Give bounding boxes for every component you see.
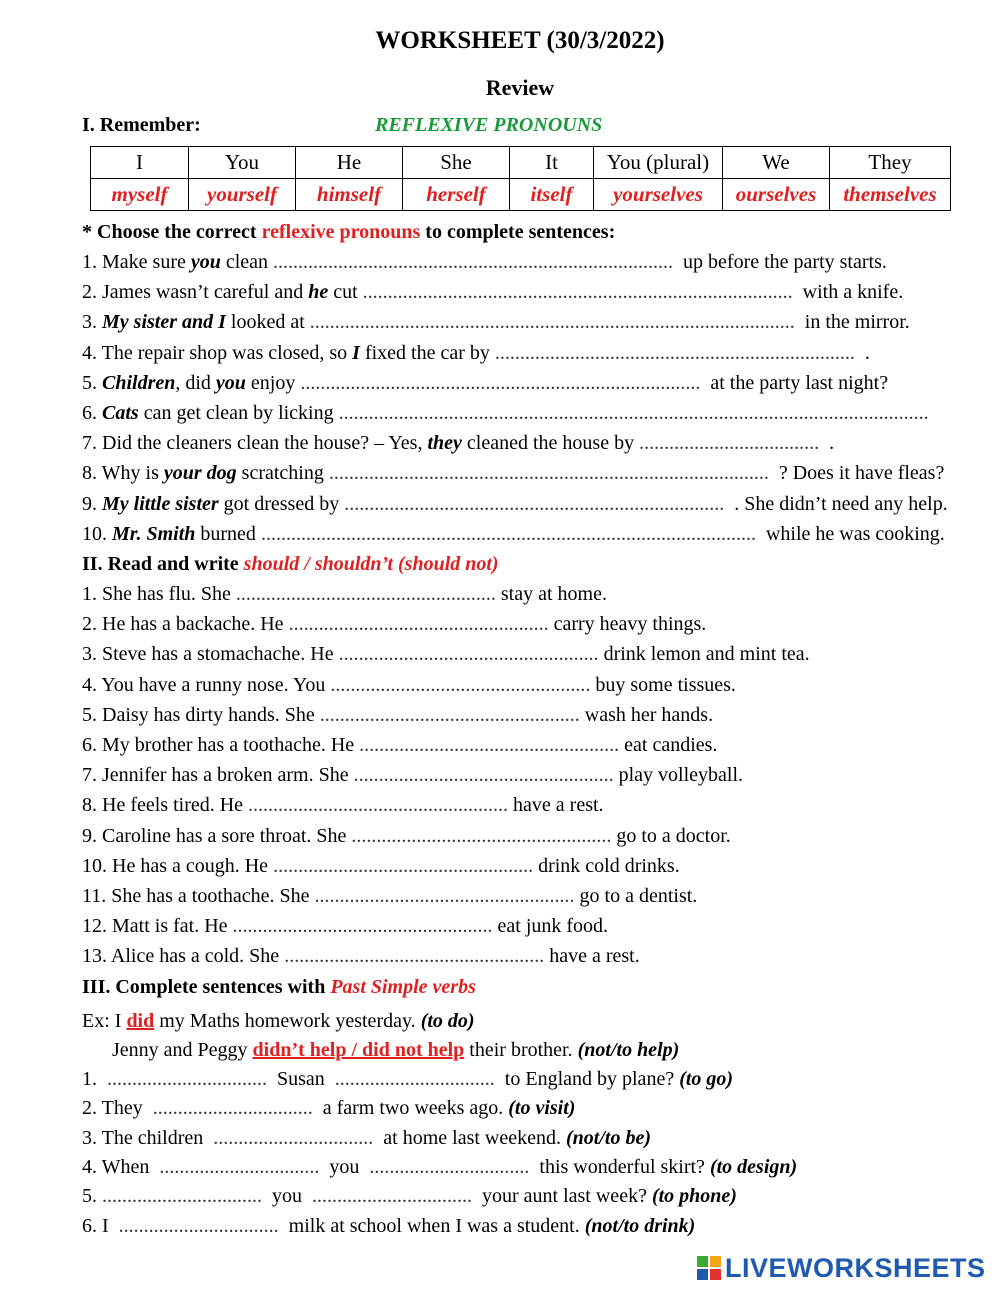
sentence-text: stay at home. xyxy=(500,583,607,605)
past-simple-question xyxy=(82,1215,695,1238)
sentence-text: 2. They xyxy=(82,1097,153,1120)
should-question xyxy=(82,643,810,666)
pronoun-reflexive-cell: herself xyxy=(403,179,510,211)
sentence-text: 11. She has a toothache. She xyxy=(82,885,310,907)
sentence-text: 7. Jennifer has a broken arm. She xyxy=(82,764,349,787)
sentence-text: can get clean by licking xyxy=(138,402,339,424)
should-question xyxy=(82,825,731,848)
emphasis-text: they xyxy=(427,432,462,455)
answer-blank[interactable]: ............................................................................ xyxy=(344,492,725,515)
sentence-text: while he was cooking. xyxy=(755,522,945,545)
answer-blank[interactable]: ........................................................................................ xyxy=(328,462,769,485)
emphasis-text: My little sister xyxy=(102,492,219,515)
answer-blank[interactable]: .................................................... xyxy=(330,673,591,696)
sentence-text: milk at school when I was a student. xyxy=(278,1214,585,1237)
sentence-text: 10. He has a cough. He xyxy=(82,854,269,877)
sentence-text: cut xyxy=(328,281,363,304)
emphasis-text: (to phone) xyxy=(651,1185,737,1208)
answer-blank[interactable]: ................................................................................................... xyxy=(260,522,756,545)
sentence-text: 9. Caroline has a sore throat. She xyxy=(82,824,347,847)
section3-heading: III. Complete sentences with Past Simple verbs xyxy=(82,976,476,998)
sentence-text: in the mirror. xyxy=(794,311,910,334)
sentence-text: with a knife. xyxy=(792,281,904,304)
emphasis-text: he xyxy=(308,281,329,304)
answer-blank[interactable]: ................................ xyxy=(213,1126,374,1149)
sentence-text: Ex: I xyxy=(82,1010,127,1032)
answer-blank[interactable]: .................................................... xyxy=(353,764,614,787)
reflexive-question xyxy=(82,251,887,274)
sentence-text: 1. xyxy=(82,1068,107,1090)
sentence-text: 8. Why is xyxy=(82,462,164,485)
pronoun-reflexive-cell: yourself xyxy=(189,179,296,211)
example-answer: did xyxy=(126,1010,155,1032)
answer-blank[interactable]: .................................................... xyxy=(232,915,493,938)
sentence-text: Jenny and Peggy xyxy=(82,1039,253,1061)
answer-blank[interactable]: ................................ xyxy=(118,1214,279,1237)
sentence-text: 1. Make sure xyxy=(82,251,191,273)
example-answer: didn’t help / did not help xyxy=(252,1039,465,1061)
emphasis-text: (to design) xyxy=(709,1155,798,1178)
sentence-text: buy some tissues. xyxy=(595,673,736,696)
sentence-text: 6. I xyxy=(82,1214,119,1237)
emphasis-text: (to go) xyxy=(679,1068,734,1090)
answer-blank[interactable]: .................................................... xyxy=(273,854,534,877)
emphasis-text: (not/to drink) xyxy=(584,1214,696,1237)
logo-text: LIVEWORKSHEETS xyxy=(725,1252,986,1283)
pronoun-subject-row xyxy=(91,147,951,179)
sentence-text: 10. xyxy=(82,522,112,545)
reflexive-question xyxy=(82,462,944,485)
answer-blank[interactable]: .................................................... xyxy=(359,734,620,756)
answer-blank[interactable]: .................................................... xyxy=(319,703,580,726)
sentence-text: 5. xyxy=(82,371,102,394)
reflexive-question xyxy=(82,523,945,546)
pronoun-subject-cell: You (plural) xyxy=(594,147,723,179)
sentence-text: 12. Matt is fat. He xyxy=(82,915,228,938)
reflexive-question xyxy=(82,493,948,516)
sentence-text: carry heavy things. xyxy=(553,613,707,636)
answer-blank[interactable]: .................................................... xyxy=(338,643,599,666)
sentence-text: Susan xyxy=(267,1068,335,1090)
pronoun-subject-cell: They xyxy=(830,147,951,179)
sentence-text: , did xyxy=(175,371,216,394)
emphasis-text: (not/to help) xyxy=(577,1039,680,1061)
emphasis-text: (to do) xyxy=(420,1010,475,1032)
should-question xyxy=(82,583,607,606)
answer-blank[interactable]: .................................................... xyxy=(314,885,575,907)
pronoun-reflexive-cell: myself xyxy=(91,179,189,211)
sentence-text: . xyxy=(854,341,870,364)
sentence-text: drink cold drinks. xyxy=(538,854,680,877)
sentence-text: eat candies. xyxy=(624,734,718,756)
answer-blank[interactable]: ................................................................................ xyxy=(273,251,674,273)
pronoun-subject-cell: We xyxy=(723,147,830,179)
reflexive-question xyxy=(82,372,888,395)
liveworksheets-logo xyxy=(697,1254,986,1282)
example-sentence xyxy=(82,1039,679,1062)
sentence-text: at home last weekend. xyxy=(373,1126,566,1149)
pronoun-subject-cell: It xyxy=(510,147,594,179)
sentence-text: scratching xyxy=(236,462,329,485)
past-simple-question xyxy=(82,1185,737,1208)
answer-blank[interactable]: .................................................... xyxy=(288,613,549,636)
section2-heading: II. Read and write should / shouldn’t (should not) xyxy=(82,553,499,575)
sentence-text: your aunt last week? xyxy=(472,1185,652,1208)
sentence-text: my Maths homework yesterday. xyxy=(154,1010,421,1032)
should-question xyxy=(82,704,713,727)
sentence-text: eat junk food. xyxy=(497,915,609,938)
sentence-text: 6. xyxy=(82,402,102,424)
answer-blank[interactable]: ................................................................................ xyxy=(300,371,701,394)
answer-blank[interactable]: ................................ xyxy=(152,1097,313,1120)
should-question xyxy=(82,734,717,757)
pronoun-subject-cell: You xyxy=(189,147,296,179)
emphasis-text: My sister and I xyxy=(102,311,226,334)
pronoun-reflexive-row xyxy=(91,179,951,211)
sentence-text: 6. My brother has a toothache. He xyxy=(82,734,355,756)
should-question xyxy=(82,855,680,878)
should-question xyxy=(82,764,743,787)
sentence-text: up before the party starts. xyxy=(673,251,887,273)
sentence-text: 1. She has flu. She xyxy=(82,583,231,605)
emphasis-text: Cats xyxy=(102,402,139,424)
sentence-text: . xyxy=(819,432,835,455)
should-question xyxy=(82,945,640,968)
sentence-text: enjoy xyxy=(245,371,301,394)
answer-blank[interactable]: ........................................................................ xyxy=(494,341,855,364)
section1-topic: REFLEXIVE PRONOUNS xyxy=(375,114,603,136)
answer-blank[interactable]: .................................................... xyxy=(284,945,545,968)
should-question xyxy=(82,674,736,697)
answer-blank[interactable]: ................................ xyxy=(159,1155,320,1178)
pronoun-reflexive-cell: himself xyxy=(296,179,403,211)
answer-blank[interactable]: .................................................... xyxy=(235,583,496,605)
sentence-text: 3. xyxy=(82,311,102,334)
past-simple-question xyxy=(82,1127,651,1150)
reflexive-question xyxy=(82,402,929,425)
pronoun-reflexive-cell: itself xyxy=(510,179,594,211)
should-question xyxy=(82,794,604,817)
answer-blank[interactable]: ...................................................................................... xyxy=(362,281,793,304)
reflexive-question xyxy=(82,342,870,365)
emphasis-text: you xyxy=(190,251,221,273)
sentence-text: this wonderful skirt? xyxy=(529,1155,710,1178)
sentence-text: . She didn’t need any help. xyxy=(724,492,948,515)
answer-blank[interactable]: .................................... xyxy=(639,432,820,455)
pronoun-subject-cell: She xyxy=(403,147,510,179)
answer-blank[interactable]: ................................................................................................. xyxy=(309,311,795,334)
answer-blank[interactable]: .................................................... xyxy=(351,824,612,847)
sentence-text: have a rest. xyxy=(513,794,604,817)
pronoun-subject-cell: He xyxy=(296,147,403,179)
pronoun-subject-cell: I xyxy=(91,147,189,179)
should-question xyxy=(82,885,697,908)
sentence-text: 5. Daisy has dirty hands. She xyxy=(82,703,315,726)
pronoun-reflexive-cell: themselves xyxy=(830,179,951,211)
sentence-text: fixed the car by xyxy=(359,341,495,364)
answer-blank[interactable]: ................................ xyxy=(102,1185,262,1208)
sentence-text: 8. He feels tired. He xyxy=(82,794,244,817)
sentence-text: 3. The children xyxy=(82,1126,214,1149)
answer-blank[interactable]: ................................ xyxy=(312,1185,472,1208)
sentence-text: 2. James wasn’t careful and xyxy=(82,281,309,304)
past-simple-question xyxy=(82,1156,797,1179)
answer-blank[interactable]: ................................ xyxy=(369,1155,530,1178)
answer-blank[interactable]: .................................................... xyxy=(248,794,509,817)
sentence-text: 5. xyxy=(82,1185,102,1208)
sentence-text: wash her hands. xyxy=(584,703,714,726)
emphasis-text: you xyxy=(215,371,246,394)
sentence-text: clean xyxy=(220,251,274,273)
sentence-text: to England by plane? xyxy=(494,1068,680,1090)
sentence-text: 13. Alice has a cold. She xyxy=(82,945,280,968)
should-question xyxy=(82,613,706,636)
sentence-text: burned xyxy=(195,522,261,545)
answer-blank[interactable]: ...................................................................................................................... xyxy=(338,402,929,424)
logo-blocks-icon xyxy=(697,1256,721,1280)
sentence-text: drink lemon and mint tea. xyxy=(603,643,810,666)
past-simple-question xyxy=(82,1097,575,1120)
pronoun-table xyxy=(90,146,951,211)
sentence-text: 2. He has a backache. He xyxy=(82,613,284,636)
sentence-text: have a rest. xyxy=(549,945,640,968)
pronoun-reflexive-cell: yourselves xyxy=(594,179,723,211)
sentence-text: a farm two weeks ago. xyxy=(312,1097,509,1120)
sentence-text: 9. xyxy=(82,492,102,515)
sentence-text: go to a doctor. xyxy=(616,824,731,847)
sentence-text: ? Does it have fleas? xyxy=(768,462,945,485)
emphasis-text: Mr. Smith xyxy=(112,522,196,545)
answer-blank[interactable]: ................................ xyxy=(334,1068,495,1090)
sentence-text: looked at xyxy=(225,311,310,334)
reflexive-question xyxy=(82,311,910,334)
section1-instruction: * Choose the correct reflexive pronouns to complete sentences: xyxy=(82,221,616,243)
emphasis-text: (to visit) xyxy=(508,1097,576,1120)
section1-heading: I. Remember: xyxy=(82,114,201,136)
example-sentence xyxy=(82,1010,475,1033)
emphasis-text: your dog xyxy=(163,462,237,485)
sentence-text: 4. The repair shop was closed, so xyxy=(82,341,353,364)
sentence-text: 4. You have a runny nose. You xyxy=(82,673,326,696)
sentence-text: got dressed by xyxy=(218,492,345,515)
sentence-text: you xyxy=(319,1155,370,1178)
past-simple-question xyxy=(82,1068,733,1091)
sentence-text: play volleyball. xyxy=(618,764,744,787)
should-question xyxy=(82,915,608,938)
answer-blank[interactable]: ................................ xyxy=(107,1068,267,1090)
reflexive-question xyxy=(82,281,903,304)
sentence-text: cleaned the house by xyxy=(461,432,640,455)
emphasis-text: I xyxy=(352,341,360,364)
emphasis-text: Children xyxy=(102,371,176,394)
sentence-text: go to a dentist. xyxy=(579,885,698,907)
pronoun-reflexive-cell: ourselves xyxy=(723,179,830,211)
sentence-text: at the party last night? xyxy=(700,371,889,394)
sentence-text: 4. When xyxy=(82,1155,160,1178)
sentence-text: 3. Steve has a stomachache. He xyxy=(82,643,334,666)
emphasis-text: (not/to be) xyxy=(565,1126,651,1149)
sentence-text: 7. Did the cleaners clean the house? – Yes, xyxy=(82,432,428,455)
reflexive-question xyxy=(82,432,834,455)
sentence-text: you xyxy=(262,1185,312,1208)
page-subtitle: Review xyxy=(485,75,555,100)
page-title: WORKSHEET (30/3/2022) xyxy=(375,27,665,54)
sentence-text: their brother. xyxy=(464,1039,578,1061)
